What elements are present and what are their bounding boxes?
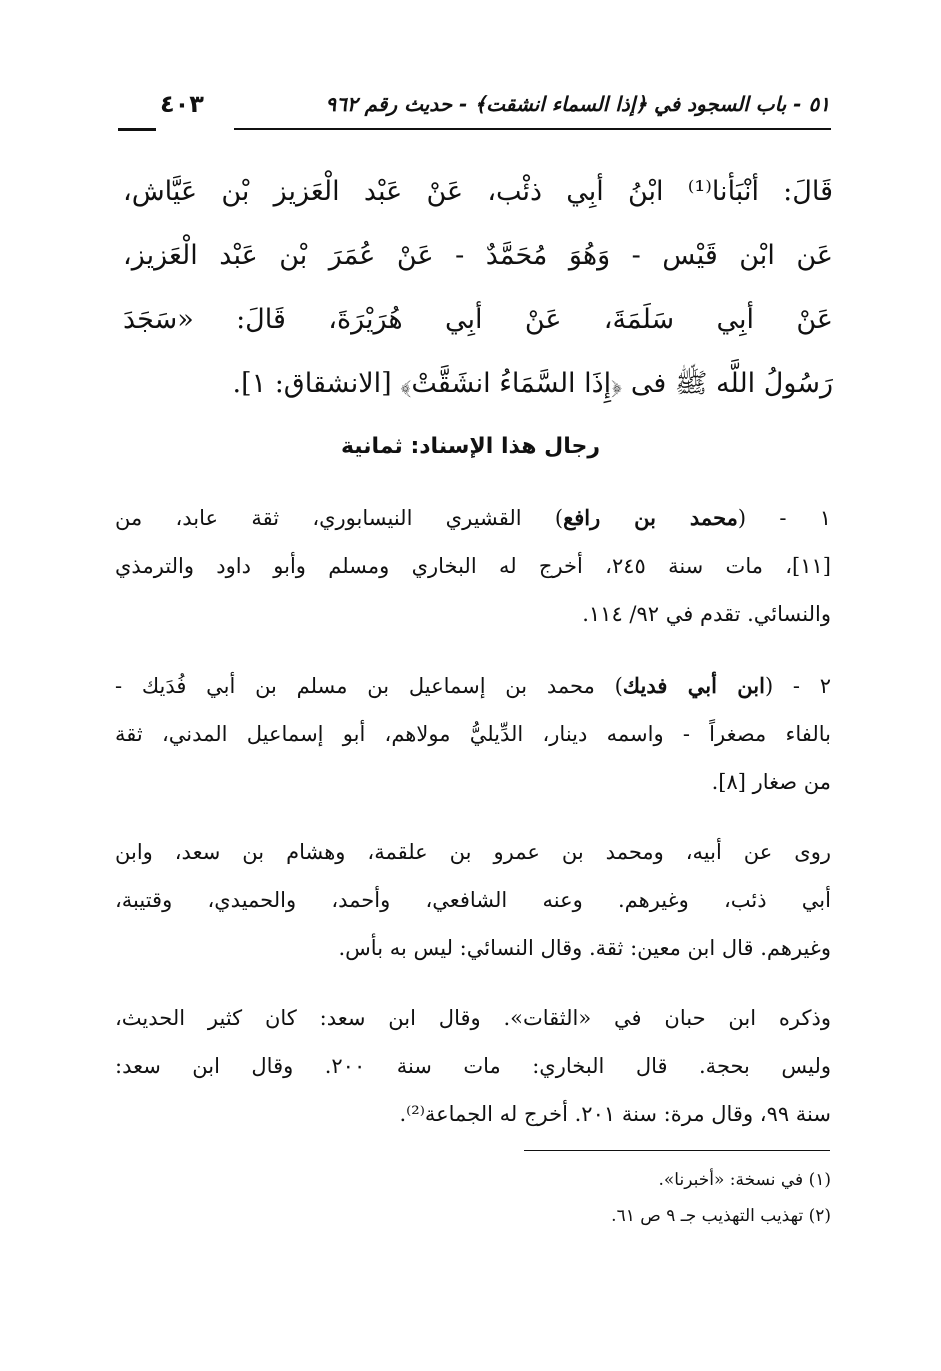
narrator-line: بالفاء مصغراً - واسمه دينار، الدِّيليُّ مولاهم، أبو إسماعيل المدني، ثقة: [115, 722, 831, 746]
narrator-2-entry: [115, 662, 831, 806]
narrator-text: محمد بن إسماعيل بن مسلم بن أبي فُدَيك -: [115, 674, 595, 698]
hadith-line: عَن ابْن قَيْس - وَهُوَ مُحَمَّدٌ - عَنْ عُمَرَ بْن عَبْد الْعَزيز،: [123, 240, 833, 271]
bracket-close: ): [554, 506, 564, 530]
page-number: ٤٠٣: [160, 90, 204, 118]
paragraph-line: وذكره ابن حبان في «الثقات». وقال ابن سعد: كان كثير الحديث،: [115, 1006, 831, 1030]
section-heading: رجال هذا الإسناد: ثمانية: [340, 434, 601, 459]
chapter-heading: ٥١ - باب السجود في ﴿إذا السماء انشقت﴾ - حديث رقم ٩٦٢: [325, 92, 830, 116]
bracket-close: ): [614, 674, 623, 698]
hadith-line: رَسُولُ اللَّه ﷺ فى ﴿إِذَا السَّمَاءُ انشَقَّتْ﴾ [الانشقاق: ١].: [232, 368, 833, 399]
hadith-line: عَنْ أبِي سَلَمَةَ، عَنْ أبِي هُرَيْرَةَ، قَالَ: «سَجَدَ: [123, 304, 833, 335]
hadith-line: قَالَ: أنْبَأنا⁽¹⁾ ابْنُ أبِي ذئْب، عَنْ عَبْد الْعَزيز بْن عَيَّاش،: [123, 176, 833, 207]
paragraph-line: سنة ٩٩، وقال مرة: سنة ٢٠١. أخرج له الجماعة⁽²⁾.: [399, 1102, 831, 1126]
narrator-line: من صغار [٨].: [711, 770, 831, 794]
narrator-line: [115, 494, 831, 542]
hadith-text: [123, 160, 833, 416]
narrator-line: [١١]، مات سنة ٢٤٥، أخرج له البخاري ومسلم وأبو داود والترمذي: [115, 554, 831, 578]
page-number-rule: [118, 128, 156, 131]
narrators-paragraph: [115, 828, 831, 972]
paragraph-line: أبي ذئب، وغيرهم. وعنه الشافعي، وأحمد، والحميدي، وقتيبة،: [115, 888, 831, 912]
narrator-name: محمد بن رافع: [563, 505, 738, 530]
paragraph-line: وغيرهم. قال ابن معين: ثقة. وقال النسائي: ليس به بأس.: [338, 936, 831, 960]
page-header: [118, 88, 830, 128]
grading-paragraph: [115, 994, 831, 1138]
footnote: (١) في نسخة: «أخبرنا».: [658, 1170, 831, 1190]
footnotes: [115, 1162, 831, 1234]
paragraph-line: وليس بحجة. قال البخاري: مات سنة ٢٠٠. وقال ابن سعد:: [115, 1054, 832, 1078]
header-rule: [234, 128, 831, 130]
narrator-1-entry: [115, 494, 831, 638]
narrator-line: والنسائي. تقدم في ٩٢/ ١١٤.: [582, 602, 831, 626]
narrator-line: [115, 662, 831, 710]
footnote-divider: [524, 1150, 830, 1151]
narrator-text: القشيري النيسابوري، ثقة عابد، من: [115, 506, 522, 530]
entry-number: ٢ - (: [764, 674, 831, 698]
paragraph-line: روى عن أبيه، ومحمد بن عمرو بن علقمة، وهشام بن سعد، وابن: [115, 840, 831, 864]
entry-number: ١ - (: [737, 506, 831, 530]
footnote: (٢) تهذيب التهذيب جـ ٩ ص ٦١.: [611, 1206, 831, 1226]
narrator-name: ابن أبي فديك: [622, 673, 765, 698]
